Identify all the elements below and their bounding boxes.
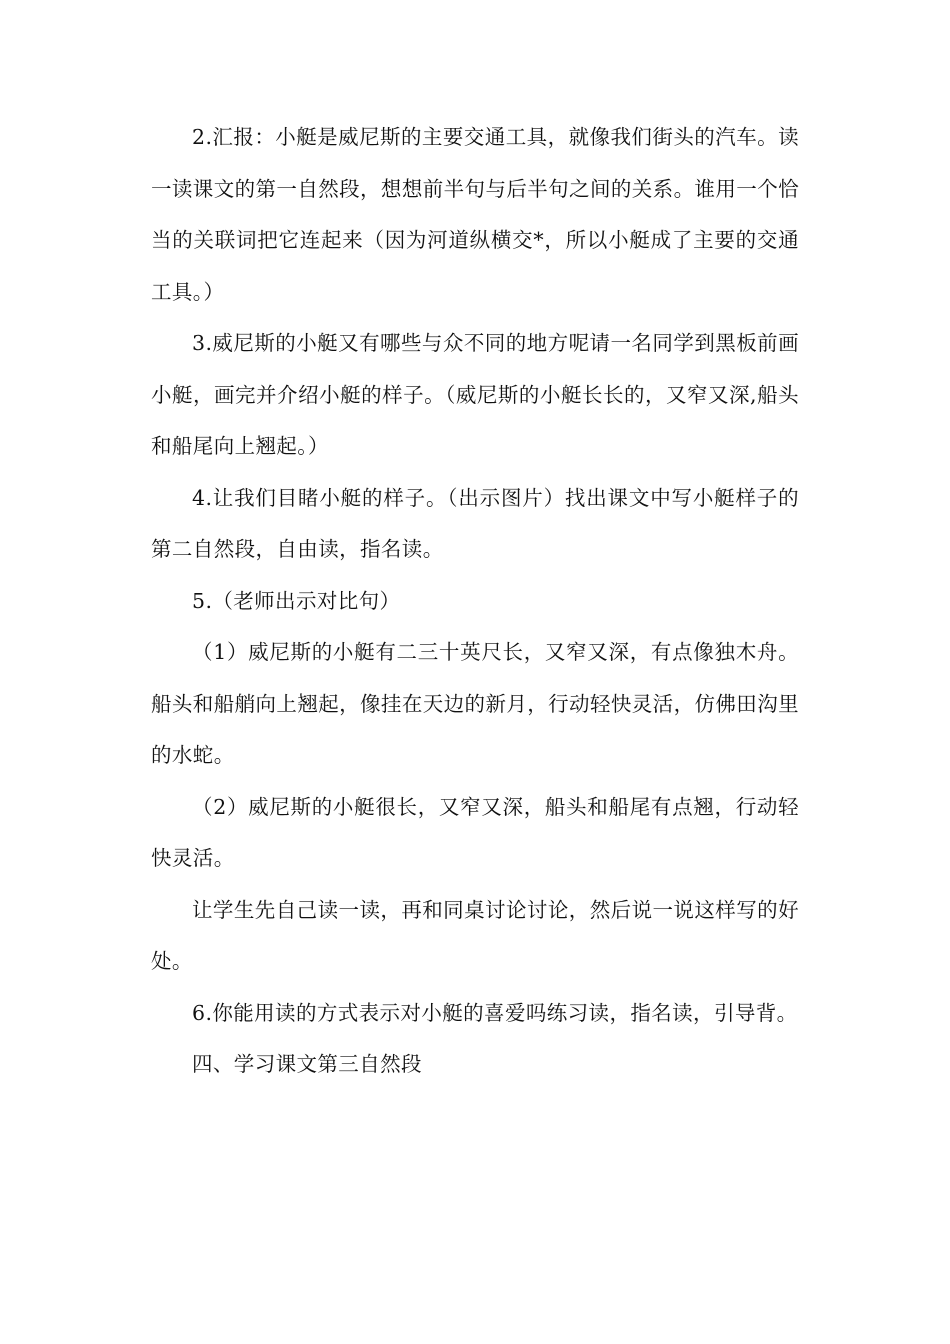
paragraph-reading-practice: 6.你能用读的方式表示对小艇的喜爱吗练习读，指名读，引导背。 [192,1000,798,1025]
paragraph-boat-picture: 4.让我们目睹小艇的样子。（出示图片）找出课文中写小艇样子的第二自然段，自由读，指名读。 [151,485,799,561]
paragraph-discussion: 让学生先自己读一读，再和同桌讨论讨论，然后说一说这样写的好处。 [151,897,799,973]
paragraph-report: 2.汇报：小艇是威尼斯的主要交通工具，就像我们街头的汽车。读一读课文的第一自然段，想想前半句与后半句之间的关系。谁用一个恰当的关联词把它连起来（因为河道纵横交*，所以小艇成了主要的交通工具。） [151,125,799,304]
paragraph-comparison-heading: 5.（老师出示对比句） [192,588,401,613]
section-heading-third-paragraph: 四、学习课文第三自然段 [192,1052,422,1076]
paragraph-boat-features: 3.威尼斯的小艇又有哪些与众不同的地方呢请一名同学到黑板前画小艇，画完并介绍小艇的样子。（威尼斯的小艇长长的，又窄又深,船头和船尾向上翘起。） [151,331,799,458]
paragraph-comparison-sentence-2: （2）威尼斯的小艇很长，又窄又深，船头和船尾有点翘，行动轻快灵活。 [151,794,799,870]
paragraph-comparison-sentence-1: （1）威尼斯的小艇有二三十英尺长，又窄又深，有点像独木舟。船头和船艄向上翘起，像挂在天边的新月，行动轻快灵活，仿佛田沟里的水蛇。 [151,640,799,767]
document-body [151,112,799,1091]
